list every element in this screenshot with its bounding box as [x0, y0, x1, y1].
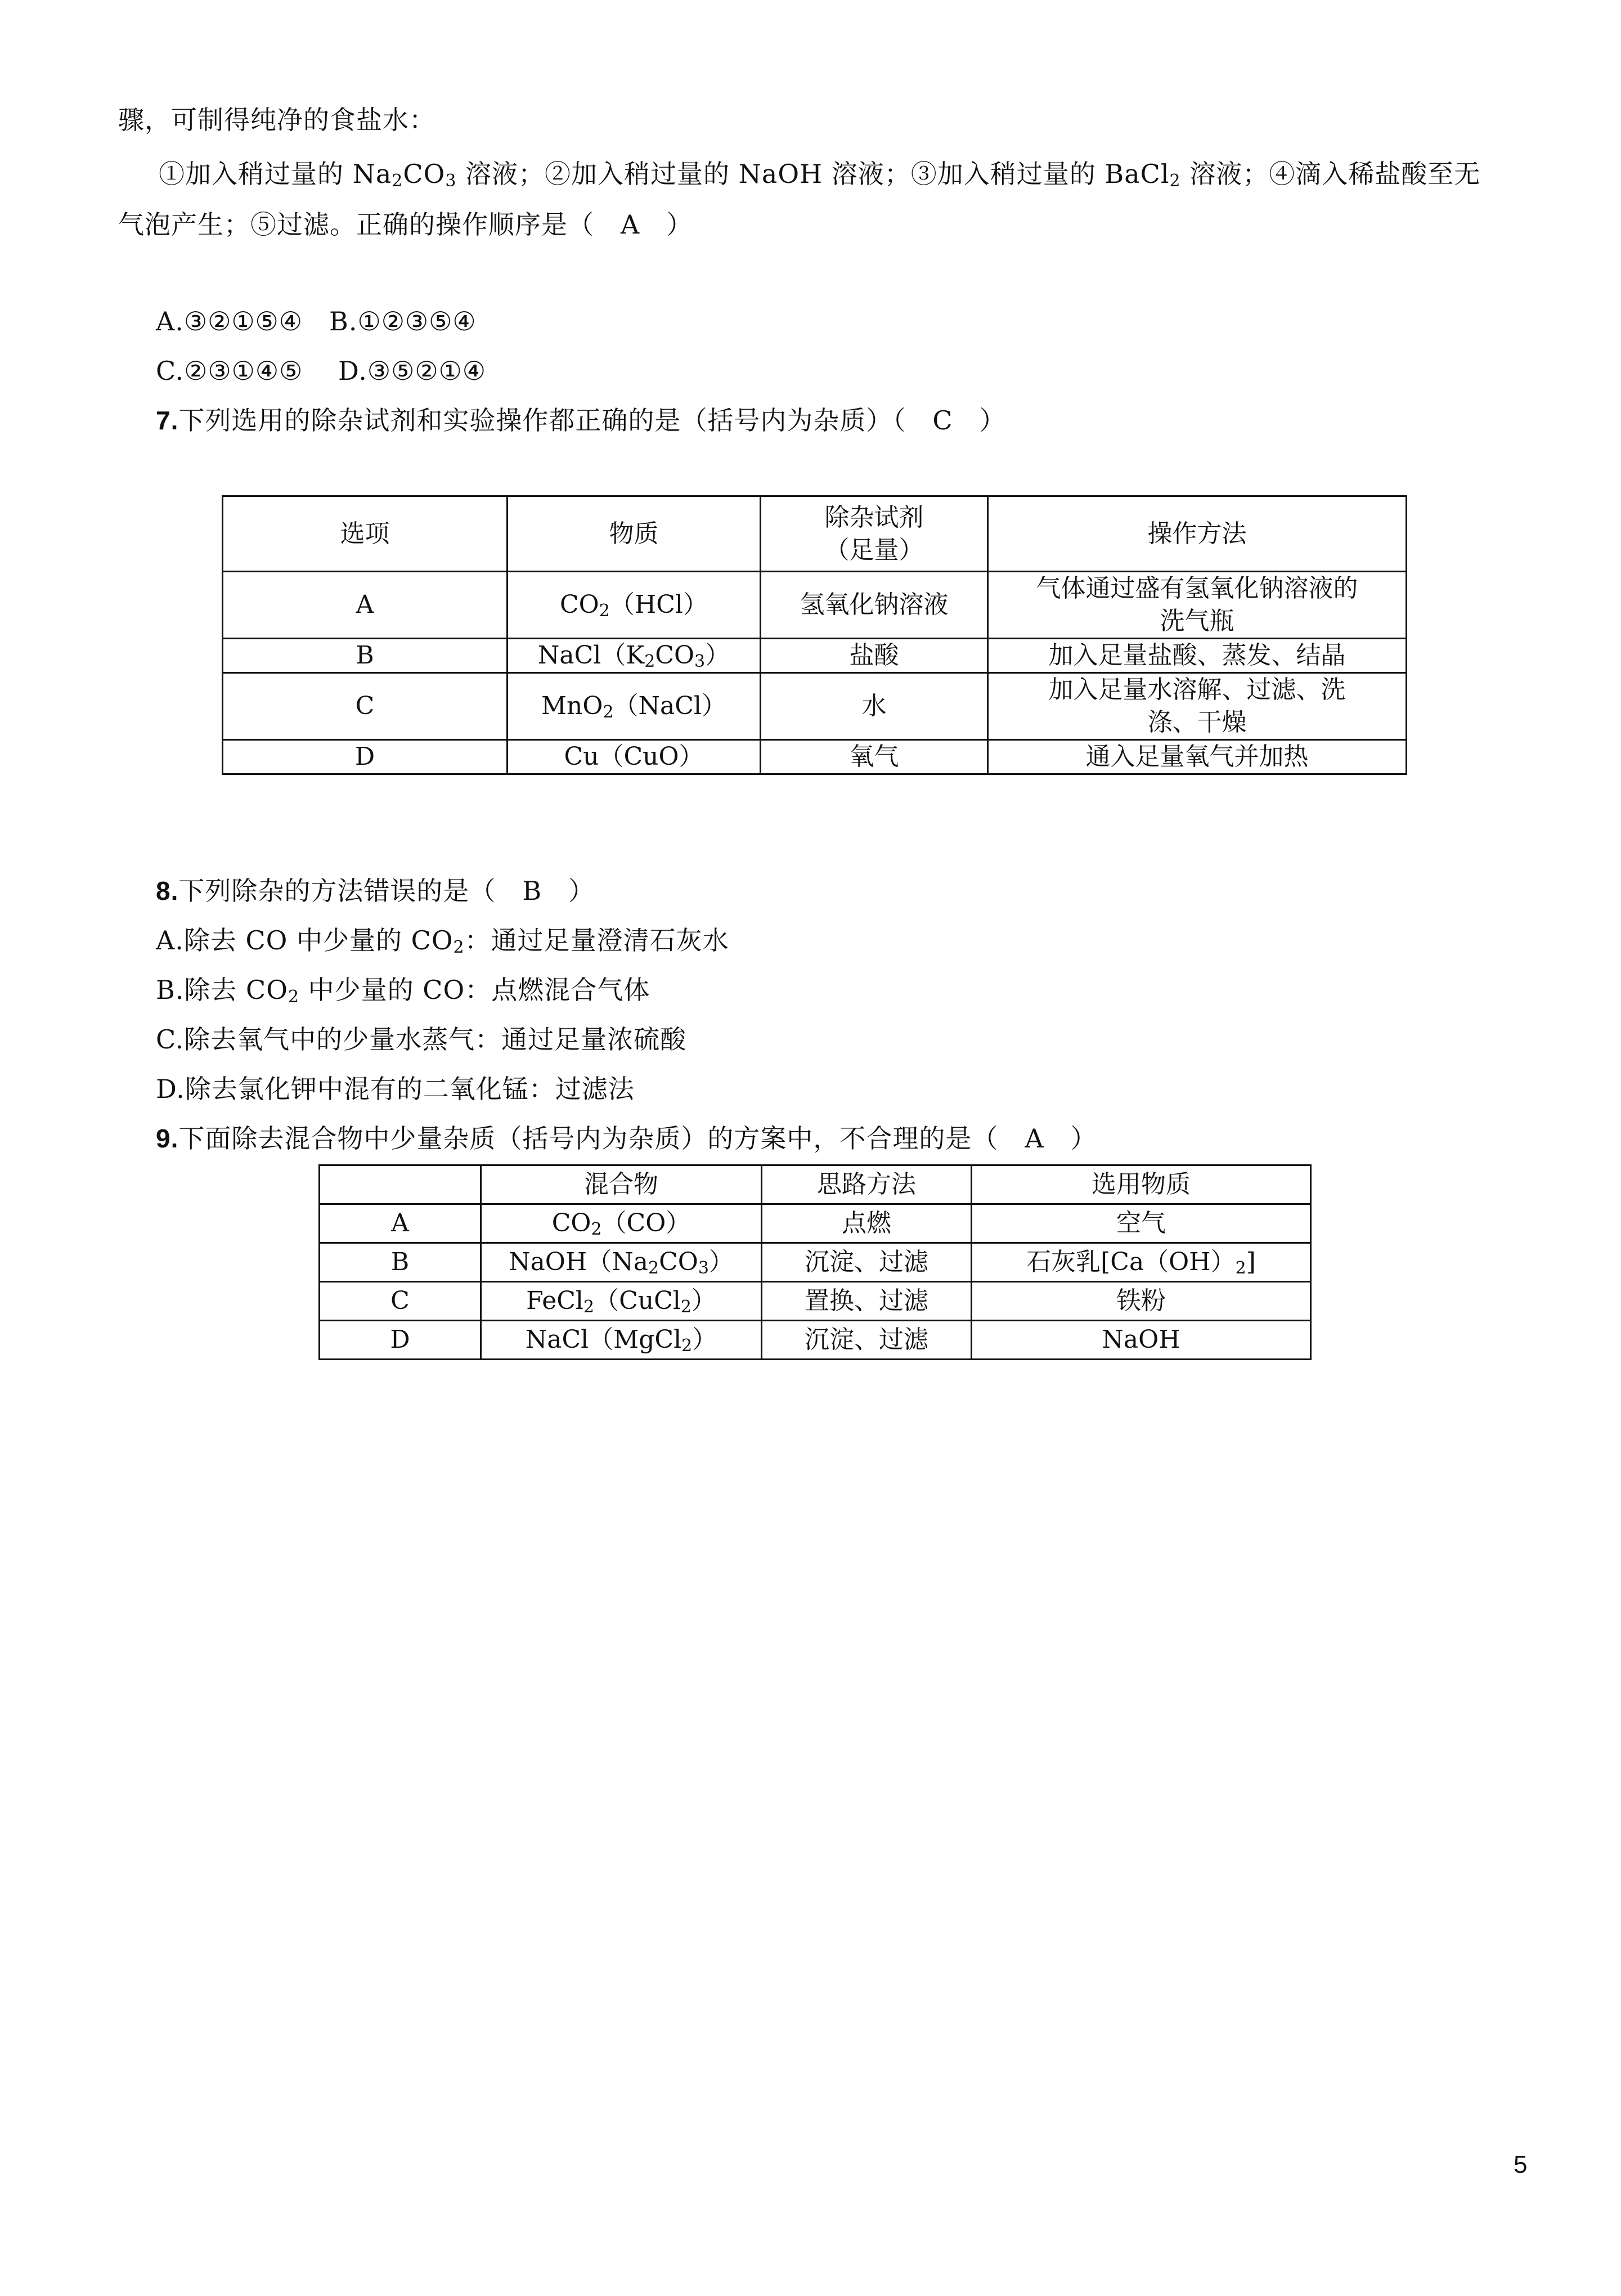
subscript: 3 — [445, 171, 457, 191]
q9-method-cell: 置换、过滤 — [762, 1282, 972, 1321]
q7-option-cell: A — [223, 572, 508, 639]
q7-reagent-cell: 盐酸 — [761, 639, 988, 673]
q9-table-row — [320, 1282, 1311, 1321]
q8-option-b: B.除去 $CO_2$ 中少量的 CO：点燃混合气体 — [156, 975, 650, 1007]
subscript: 2 — [583, 1297, 595, 1317]
q9-header-cell: 思路方法 — [762, 1165, 972, 1204]
q7-option-cell: B — [223, 639, 508, 673]
q8-stem-text: 下列除杂的方法错误的是（ B ） — [178, 876, 595, 906]
subscript: 2 — [680, 1297, 691, 1317]
q7-table — [222, 495, 1407, 775]
subscript: 2 — [1169, 171, 1181, 191]
q7-stem — [156, 403, 1006, 437]
q9-mixture-cell: NaCl（MgCl$_2$） — [481, 1321, 762, 1360]
q9-stem — [156, 1122, 1097, 1155]
q7-table-row — [223, 673, 1407, 740]
q7-reagent-cell: 氢氧化钠溶液 — [761, 572, 988, 639]
q9-mixture-cell: $NaOH(Na_2CO_3)$ — [481, 1243, 762, 1282]
q7-table-row — [223, 740, 1407, 774]
subscript: 2 — [648, 1258, 659, 1278]
q9-table-row — [320, 1204, 1311, 1243]
q9-header-cell: 选用物质 — [972, 1165, 1311, 1204]
subscript: 2 — [1235, 1258, 1246, 1278]
q9-stem-text: 下面除去混合物中少量杂质（括号内为杂质）的方案中，不合理的是（ A ） — [178, 1123, 1097, 1154]
subscript: 2 — [644, 652, 655, 671]
q9-mixture-cell: FeCl$_2$（CuCl$_2$） — [481, 1282, 762, 1321]
q7-header-cell: 选项 — [223, 496, 508, 572]
q7-table-row — [223, 572, 1407, 639]
q9-option-cell: C — [320, 1282, 481, 1321]
intro-line-3: 气泡产生；⑤过滤。正确的操作顺序是（ A ） — [118, 209, 693, 240]
q9-material-cell: NaOH — [972, 1321, 1311, 1360]
subscript: 2 — [453, 938, 465, 957]
subscript: 3 — [698, 1258, 709, 1278]
subscript: 3 — [694, 652, 706, 671]
q7-method-cell: 气体通过盛有氢氧化钠溶液的 洗气瓶 — [988, 572, 1407, 639]
subscript: 2 — [288, 987, 300, 1007]
q9-header-cell: 混合物 — [481, 1165, 762, 1204]
q7-table-row — [223, 639, 1407, 673]
q9-option-cell: D — [320, 1321, 481, 1360]
q9-number: 9. — [156, 1124, 179, 1153]
q8-stem — [156, 874, 595, 908]
q8-option-c: C.除去氧气中的少量水蒸气：通过足量浓硫酸 — [156, 1024, 687, 1055]
q7-reagent-cell: 水 — [761, 673, 988, 740]
q8-option-d: D.除去氯化钾中混有的二氧化锰：过滤法 — [156, 1074, 635, 1104]
q7-header-cell: 除杂试剂 （足量） — [761, 496, 988, 572]
q9-option-cell: A — [320, 1204, 481, 1243]
q9-table-header-row — [320, 1165, 1311, 1204]
q9-method-cell: 沉淀、过滤 — [762, 1243, 972, 1282]
q9-material-cell: 石灰乳$[Ca(OH)_2]$ — [972, 1243, 1311, 1282]
q9-table-row — [320, 1321, 1311, 1360]
q6-option-cd: C.②③①④⑤ D.③⑤②①④ — [156, 356, 487, 386]
q7-header-cell: 操作方法 — [988, 496, 1407, 572]
q7-substance-cell: Cu（CuO） — [508, 740, 761, 774]
q9-material-cell: 铁粉 — [972, 1282, 1311, 1321]
subscript: 2 — [392, 171, 403, 191]
q7-number: 7. — [156, 406, 179, 435]
q7-header-cell: 物质 — [508, 496, 761, 572]
q9-option-cell: B — [320, 1243, 481, 1282]
q7-table-body — [223, 496, 1407, 774]
q7-option-cell: C — [223, 673, 508, 740]
q7-method-cell: 加入足量水溶解、过滤、洗 涤、干燥 — [988, 673, 1407, 740]
q7-stem-text: 下列选用的除杂试剂和实验操作都正确的是（括号内为杂质）（ C ） — [178, 405, 1006, 436]
q7-substance-cell: $CO_2(HCl)$ — [508, 572, 761, 639]
q6-option-ab: A.③②①⑤④ B.①②③⑤④ — [156, 306, 477, 337]
q7-table-header-row — [223, 496, 1407, 572]
q7-substance-cell: MnO$_2$（NaCl） — [508, 673, 761, 740]
q9-mixture-cell: $CO_2(CO)$ — [481, 1204, 762, 1243]
q9-material-cell: 空气 — [972, 1204, 1311, 1243]
intro-line-1: 骤，可制得纯净的食盐水： — [118, 105, 435, 135]
q9-table-body — [320, 1165, 1311, 1360]
q7-method-cell: 通入足量氧气并加热 — [988, 740, 1407, 774]
subscript: 2 — [599, 601, 610, 621]
q7-option-cell: D — [223, 740, 508, 774]
q9-method-cell: 点燃 — [762, 1204, 972, 1243]
q9-table-row — [320, 1243, 1311, 1282]
intro-line-2: ①加入稍过量的 $Na_2CO_3$ 溶液；②加入稍过量的 NaOH 溶液；③加入稍过量的 BaCl$_2$ 溶液；④滴入稀盐酸至无 — [159, 159, 1481, 191]
q7-method-cell: 加入足量盐酸、蒸发、结晶 — [988, 639, 1407, 673]
q7-reagent-cell: 氧气 — [761, 740, 988, 774]
subscript: 2 — [591, 1219, 602, 1239]
q9-header-cell — [320, 1165, 481, 1204]
q8-number: 8. — [156, 876, 179, 905]
q9-method-cell: 沉淀、过滤 — [762, 1321, 972, 1360]
q8-option-a: A.除去 CO 中少量的 $CO_2$：通过足量澄清石灰水 — [156, 925, 729, 957]
subscript: 2 — [681, 1336, 693, 1356]
page-number: 5 — [1514, 2151, 1528, 2178]
subscript: 2 — [603, 702, 614, 722]
q9-table — [318, 1164, 1312, 1360]
q7-substance-cell: $NaCl(K_2CO_3)$ — [508, 639, 761, 673]
